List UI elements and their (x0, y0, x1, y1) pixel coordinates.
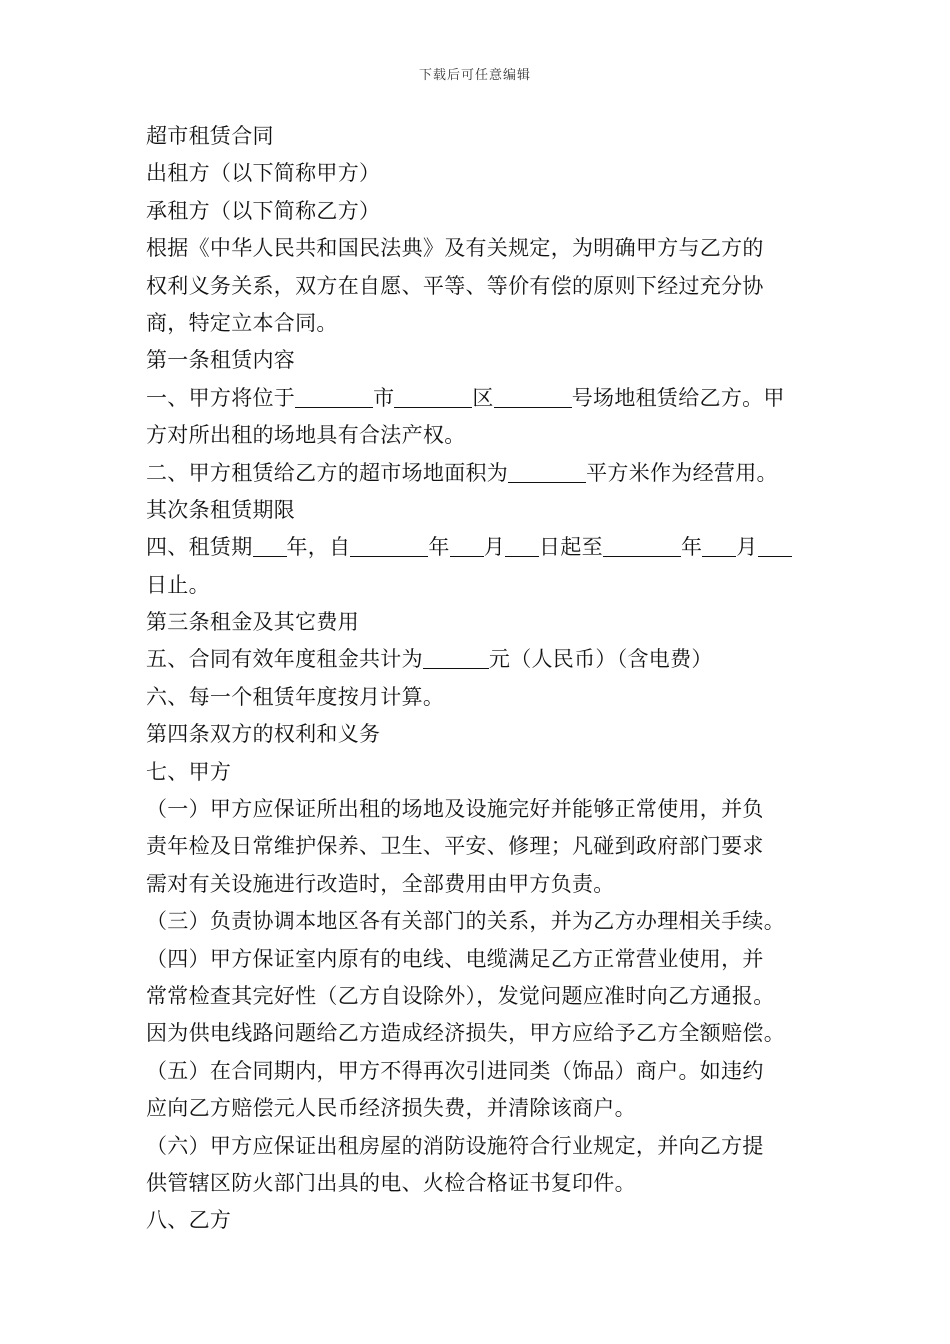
clause-line: （六）甲方应保证出租房屋的消防设施符合行业规定，并向乙方提 (146, 1133, 764, 1158)
clause-line: 责年检及日常维护保养、卫生、平安、修理；凡碰到政府部门要求 (146, 834, 764, 859)
clause-line: （五）在合同期内，甲方不得再次引进同类（饰品）商户。如违约 (146, 1058, 764, 1083)
clause-line: （一）甲方应保证所出租的场地及设施完好并能够正常使用，并负 (146, 797, 764, 822)
lessor-line: 出租方（以下简称甲方） (146, 161, 381, 186)
end-year-blank[interactable] (603, 534, 681, 557)
clause-line: （三）负责协调本地区各有关部门的关系，并为乙方办理相关手续。 (146, 909, 785, 934)
start-year-blank[interactable] (350, 534, 428, 557)
text-segment: 月 (736, 535, 758, 560)
text-segment: 平方米作为经营用。 (586, 460, 778, 485)
article-2-item-4 (146, 529, 814, 566)
article-1-item-2 (146, 455, 814, 492)
header-note: 下载后可任意编辑 (418, 68, 531, 83)
clause-line: 因为供电线路问题给乙方造成经济损失，甲方应给予乙方全额赔偿。 (146, 1021, 785, 1046)
text-segment: 年，自 (286, 535, 351, 560)
text-segment: 一、甲方将位于 (146, 385, 296, 410)
intro-line: 权利义务关系，双方在自愿、平等、等价有偿的原则下经过充分协 (146, 273, 764, 298)
article-3-item-6: 六、每一个租赁年度按月计算。 (146, 684, 445, 709)
start-day-blank[interactable] (505, 534, 539, 557)
rent-amount-blank[interactable] (423, 646, 489, 669)
text-segment: 月 (483, 535, 506, 560)
text-segment: 号场地租赁给乙方。甲 (571, 385, 785, 410)
text-segment: 年 (428, 535, 450, 560)
party-b-heading: 八、乙方 (146, 1208, 232, 1233)
article-3-item-5 (146, 641, 814, 678)
end-month-blank[interactable] (702, 534, 736, 557)
text-segment: 二、甲方租赁给乙方的超市场地面积为 (146, 460, 509, 485)
clause-line: 常常检查其完好性（乙方自设除外），发觉问题应准时向乙方通报。 (146, 983, 775, 1008)
district-blank[interactable] (394, 385, 472, 408)
article-1-item-1 (146, 380, 814, 417)
clause-line: （四）甲方保证室内原有的电线、电缆满足乙方正常营业使用，并 (146, 946, 764, 971)
clause-line: 供管辖区防火部门出具的电、火检合格证书复印件。 (146, 1170, 636, 1195)
article-1-title: 第一条租赁内容 (146, 348, 296, 373)
years-blank[interactable] (253, 534, 287, 557)
text-segment: 五、合同有效年度租金共计为 (146, 647, 423, 672)
text-segment: 市 (373, 385, 395, 410)
article-1-item-1-cont: 方对所出租的场地具有合法产权。 (146, 423, 466, 448)
text-segment: 区 (472, 385, 494, 410)
intro-line: 商，特定立本合同。 (146, 310, 338, 335)
article-3-title: 第三条租金及其它费用 (146, 610, 359, 635)
start-month-blank[interactable] (450, 534, 484, 557)
end-day-blank[interactable] (758, 534, 792, 557)
article-4-title: 第四条双方的权利和义务 (146, 722, 381, 747)
lessee-line: 承租方（以下简称乙方） (146, 198, 381, 223)
area-blank[interactable] (508, 460, 586, 483)
clause-line: 应向乙方赔偿元人民币经济损失费，并清除该商户。 (146, 1096, 636, 1121)
city-blank[interactable] (295, 385, 373, 408)
text-segment: 四、租赁期 (146, 535, 253, 560)
clause-line: 需对有关设施进行改造时，全部费用由甲方负责。 (146, 871, 615, 896)
article-2-title: 其次条租赁期限 (146, 497, 296, 522)
contract-body (146, 118, 814, 1240)
text-segment: 元（人民币）（含电费） (488, 647, 713, 672)
document-title: 超市租赁合同 (146, 124, 274, 148)
text-segment: 年 (680, 535, 703, 560)
intro-line: 根据《中华人民共和国民法典》及有关规定，为明确甲方与乙方的 (146, 236, 764, 261)
number-blank[interactable] (494, 385, 572, 408)
article-2-item-4-cont: 日止。 (146, 572, 210, 597)
text-segment: 日起至 (539, 535, 603, 560)
party-a-heading: 七、甲方 (146, 759, 232, 784)
